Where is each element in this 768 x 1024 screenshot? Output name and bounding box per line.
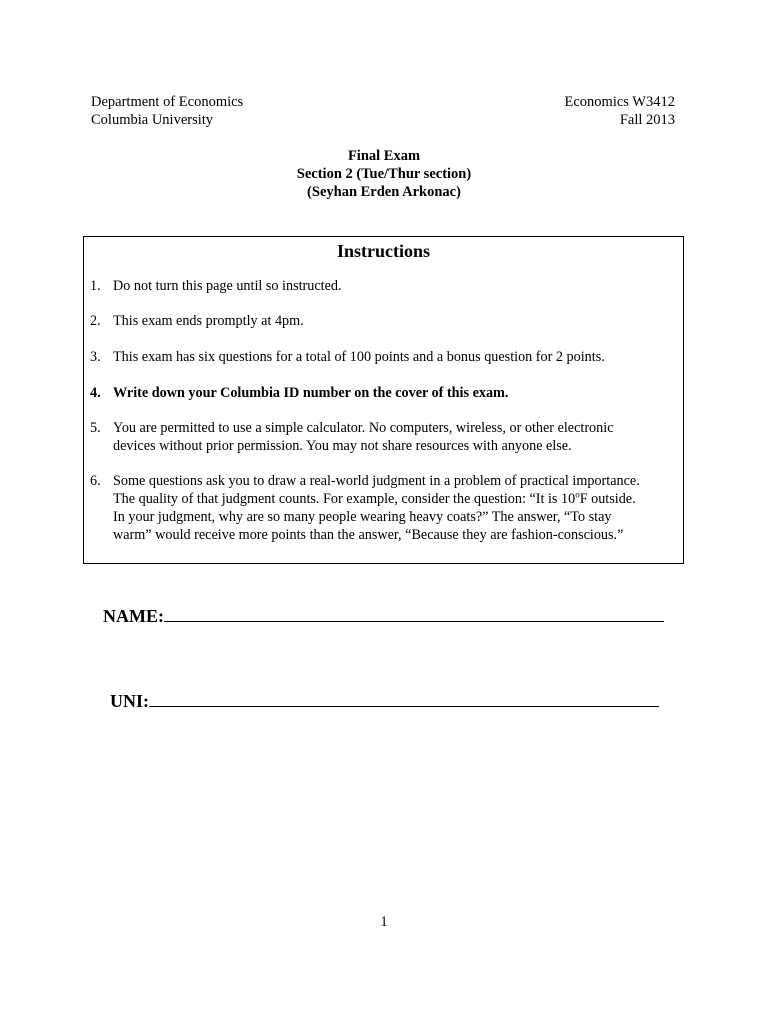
item-text: This exam ends promptly at 4pm. — [113, 313, 304, 329]
item-number: 5. — [90, 420, 101, 436]
item-text-line-1: Some questions ask you to draw a real-world judgment in a problem of practical importance. — [113, 473, 640, 489]
item-text-line-2: devices without prior permission. You may not share resources with anyone else. — [113, 438, 572, 454]
instruction-item-5 — [90, 419, 670, 455]
instructions-heading: Instructions — [336, 241, 430, 261]
page-number: 1 — [380, 914, 388, 930]
item-text-line-1: You are permitted to use a simple calculator. No computers, wireless, or other electronic — [113, 420, 614, 436]
name-field-row — [103, 606, 664, 627]
exam-title-block — [0, 147, 768, 201]
name-blank-line[interactable] — [164, 607, 664, 622]
term-text: Fall 2013 — [619, 112, 675, 128]
exam-section: Section 2 (Tue/Thur section) — [296, 166, 472, 182]
instructions-box — [83, 236, 684, 564]
university-text: Columbia University — [91, 112, 214, 128]
instruction-item-3 — [90, 348, 670, 366]
header-right — [565, 93, 675, 129]
item-number: 4. — [90, 385, 101, 401]
item-text: Write down your Columbia ID number on the cover of this exam. — [113, 385, 509, 401]
item-number: 2. — [90, 313, 101, 329]
item-number: 1. — [90, 278, 101, 294]
item-text: This exam has six questions for a total of 100 points and a bonus question for 2 points. — [113, 349, 605, 365]
uni-field-row — [110, 691, 659, 712]
item-text: Do not turn this page until so instructed. — [113, 278, 342, 294]
item-text-line-4: warm” would receive more points than the answer, “Because they are fashion-conscious.” — [113, 527, 624, 543]
instruction-item-6 — [90, 472, 670, 544]
exam-title: Final Exam — [347, 148, 421, 164]
instruction-item-1 — [90, 277, 670, 295]
header-left — [91, 93, 243, 129]
item-number: 3. — [90, 349, 101, 365]
item-number: 6. — [90, 473, 101, 489]
item-text-line-3: In your judgment, why are so many people wearing heavy coats?” The answer, “To stay — [113, 509, 612, 525]
instruction-item-2 — [90, 312, 670, 330]
name-label: NAME: — [103, 606, 164, 626]
department-text: Department of Economics — [91, 94, 244, 110]
uni-label: UNI: — [110, 691, 149, 711]
course-code-text: Economics W3412 — [564, 94, 675, 110]
exam-instructor: (Seyhan Erden Arkonac) — [307, 184, 461, 200]
instruction-item-4 — [90, 384, 670, 402]
uni-blank-line[interactable] — [149, 692, 659, 707]
item-text-line-2: The quality of that judgment counts. For example, consider the question: “It is 10$^o$F outside. — [113, 489, 636, 507]
